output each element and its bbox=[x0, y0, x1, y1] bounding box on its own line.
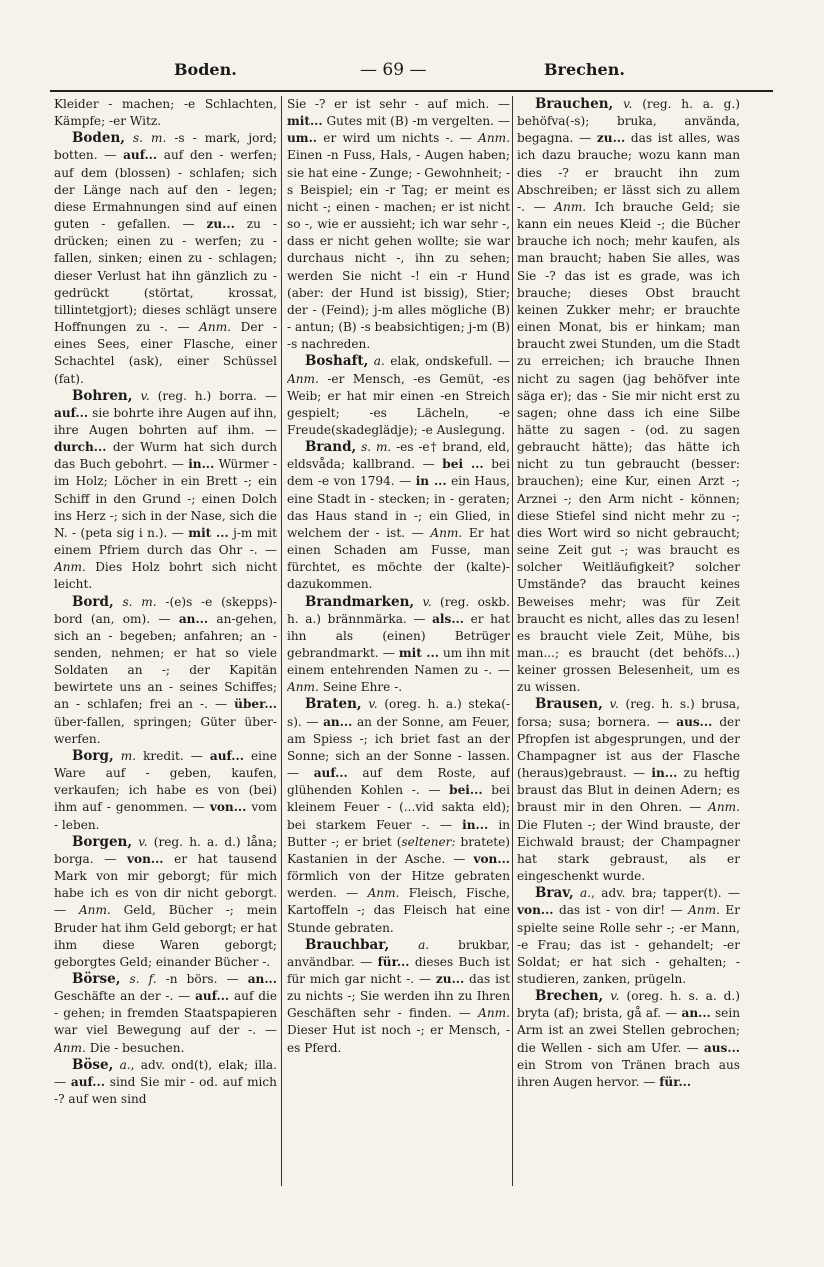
entry-body: a. brukbar, användbar. — für... dieses Buch ist für mich gar nicht -. — zu... das ist zu nichts -; Sie werden ihn zu Ihren Geschäften sehr - finden. — Anm. Dieser Hut ist noch -; er Mensch, -es Pferd. bbox=[287, 937, 510, 1055]
header-left-catchword: Boden. bbox=[174, 60, 237, 79]
entry-body: m. kredit. — auf... eine Ware auf - geben, kaufen, verkaufen; ich habe es von (bei) ihm auf - genommen. — von... vom - leben. bbox=[54, 748, 277, 832]
entry-body: s. m. -s - mark, jord; botten. — auf... auf den - werfen; auf dem (blossen) - schlafen; sich der Länge nach auf den - legen; diese Ermahnungen sind auf einen guten - gefallen. — zu... zu - drücken; einen zu - werfen; zu - fallen, sinken; einen zu - schlagen; dieser Verlust hat ihn gänzlich zu - gedrückt (störtat, krossat, tillintetgjort); dieses schlägt unsere Hoffnungen zu -. — Anm. Der - eines Sees, einer Flasche, einer Schachtel (ask), einer Schüssel (fat). bbox=[54, 131, 277, 386]
dictionary-entry bbox=[287, 353, 510, 439]
entry-headword: Böse, bbox=[72, 1056, 114, 1073]
entry-headword: Brausen, bbox=[535, 696, 603, 713]
entry-body: v. (oreg. h. s. a. d.) bryta (af); brista, gå af. — an... sein Arm ist an zwei Stellen gebrochen; die Wellen - sich am Ufer. — aus... ein Strom von Tränen brach aus ihren Augen hervor. — für... bbox=[517, 989, 740, 1089]
entry-body: v. (reg. h. a. d.) låna; borga. — von... er hat tausend Mark von mir geborgt; für mich habe ich es von dir nicht geborgt. — Anm. Geld, Bücher -; mein Bruder hat ihm Geld geborgt; er hat ihm diese Waren geborgt; geborgtes Geld; einander Bücher -. bbox=[54, 834, 277, 969]
dictionary-entry bbox=[287, 594, 510, 697]
entry-body: v. (reg. h.) borra. — auf... sie bohrte ihre Augen auf ihn, ihre Augen bohrten auf ihm. — durch... der Wurm hat sich durch das Buch gebohrt. — in... Würmer - im Holz; Löcher in ein Brett -; ein Schiff in den Grund -; einen Dolch ins Herz -; sich in der Nase, sich die N. - (peta sig i n.). — mit ... j-m mit einem Pfriem durch das Ohr -. — Anm. Dies Holz bohrt sich nicht leicht. bbox=[54, 388, 277, 592]
entry-headword: Borgen, bbox=[72, 833, 133, 850]
entry-headword: Borg, bbox=[72, 747, 114, 764]
entry-body: s. m. -es -e† brand, eld, eldsvåda; kallbrand. — bei ... bei dem -e von 1794. — in ... ein Haus, eine Stadt in - stecken; in - geraten; das Haus stand in -; ein Glied, in welchem der - ist. — Anm. Er hat einen Schaden am Fusse, man fürchtet, es möchte der (kalte)-dazukommen. bbox=[287, 440, 510, 592]
dictionary-entry bbox=[54, 594, 277, 748]
entry-body: a., adv. ond(t), elak; illa. — auf... sind Sie mir - od. auf mich -? auf wen sind bbox=[54, 1057, 277, 1107]
entry-headword: Brauchen, bbox=[535, 96, 614, 112]
entry-body: v. (reg. h. s.) brusa, forsa; susa; bornera. — aus... der Pfropfen ist abgesprungen, und der Champagner ist aus der Flasche (heraus)gebraust. — in... zu heftig braust das Blut in deinen Adern; es braust mir in den Ohren. — Anm. Die Fluten -; der Wind brauste, der Eichwald braust; der Champagner hat stark gebraust, als er eingeschenkt wurde. bbox=[517, 697, 740, 884]
dictionary-entry bbox=[517, 696, 740, 885]
dictionary-entry bbox=[54, 130, 277, 387]
dictionary-entry bbox=[54, 96, 277, 130]
dictionary-entry bbox=[54, 971, 277, 1057]
dictionary-entry bbox=[54, 748, 277, 834]
entry-body: s. f. -n börs. — an... Geschäfte an der -. — auf... auf die - gehen; in fremden Staatspapieren war viel Bewegung auf der -. — Anm. Die - besuchen. bbox=[54, 971, 277, 1055]
page-number: — 69 — bbox=[360, 60, 427, 80]
header-rule bbox=[50, 90, 773, 92]
entry-body: v. (reg. oskb. h. a.) brännmärka. — als... er hat ihn als (einen) Betrüger gebrandmarkt. — mit ... um ihn mit einem entehrenden Namen zu -. — Anm. Seine Ehre -. bbox=[287, 594, 510, 695]
entry-body: Sie -? er ist sehr - auf mich. — mit... Gutes mit (B) -m vergelten. — um.. er wird um nichts -. — Anm. Einen -n Fuss, Hals, - Augen haben; sie hat eine - Zunge; - Gewohnheit; -s Beispiel; ein -r Tag; er meint es nicht -; einen - machen; er ist nicht so -, wie er aussieht; ich war sehr -, dass er nicht gehen wollte; sie war durchaus nicht -, ihn zu sehen; werden Sie nicht -! ein -r Hund (aber: der Hund ist bissig), Stier; der - (Feind); j-m alles mögliche (B) - antun; (B) -s beabsichtigen; j-m (B) -s nachreden. bbox=[287, 97, 510, 352]
page-header bbox=[50, 60, 774, 86]
entry-body: a., adv. bra; tapper(t). — von... das ist - von dir! — Anm. Er spielte seine Rolle sehr -; -er Mann, -e Frau; das ist - gehandelt; -er Soldat; er hat sich - gehalten; - studieren, zanken, prügeln. bbox=[517, 886, 740, 986]
column-divider bbox=[512, 96, 513, 1186]
entry-headword: Brandmarken, bbox=[305, 593, 415, 610]
entry-headword: Braten, bbox=[305, 696, 362, 713]
entry-headword: Brauchbar, bbox=[305, 936, 390, 953]
entry-headword: Börse, bbox=[72, 970, 121, 987]
dictionary-entry bbox=[287, 696, 510, 936]
entry-body: s. m. -(e)s -e (skepps)-bord (an, om). — an... an-gehen, sich an - begeben; anfahren; an - senden, nehmen; er hat so viele Soldaten an -; der Kapitän bewirtete uns an - seines Schiffes; an - schlafen; frei an -. — über... über-fallen, springen; Güter über-werfen. bbox=[54, 594, 277, 746]
dictionary-entry bbox=[287, 96, 510, 353]
entry-headword: Brand, bbox=[305, 439, 357, 456]
entry-headword: Boden, bbox=[72, 130, 125, 147]
column-3 bbox=[517, 96, 740, 1226]
dictionary-entry bbox=[517, 96, 740, 696]
column-2 bbox=[287, 96, 510, 1226]
dictionary-entry bbox=[54, 1057, 277, 1108]
entry-headword: Boshaft, bbox=[305, 353, 369, 370]
column-divider bbox=[281, 96, 282, 1186]
entry-headword: Brechen, bbox=[535, 988, 604, 1005]
dictionary-entry bbox=[287, 439, 510, 593]
column-1 bbox=[54, 96, 277, 1226]
entry-headword: Bohren, bbox=[72, 387, 133, 404]
entry-body: v. (oreg. h. a.) steka(-s). — an... an der Sonne, am Feuer, am Spiess -; ich briet fast an der Sonne; sich an der Sonne - lassen. — auf... auf dem Roste, auf glühenden Kohlen -. — bei... bei kleinem Feuer - (...vid sakta eld); bei starkem Feuer -. — in... in Butter -; er briet (seltener: bratete) Kastanien in der Asche. — von... förmlich von der Hitze gebraten werden. — Anm. Fleisch, Fische, Kartoffeln -; das Fleisch hat eine Stunde gebraten. bbox=[287, 697, 510, 935]
dictionary-entry bbox=[517, 988, 740, 1091]
dictionary-entry bbox=[287, 937, 510, 1057]
dictionary-entry bbox=[517, 885, 740, 988]
dictionary-entry bbox=[54, 388, 277, 594]
dictionary-entry bbox=[54, 834, 277, 971]
entry-body: a. elak, ondskefull. — Anm. -er Mensch, -es Gemüt, -es Weib; er hat mir einen -en Streich gespielt; -es Lächeln, -e Freude(skadeglädje); -e Auslegung. bbox=[287, 354, 510, 437]
entry-body: Kleider - machen; -e Schlachten, Kämpfe; -er Witz. bbox=[54, 97, 277, 129]
entry-headword: Bord, bbox=[72, 593, 114, 610]
entry-body: v. (reg. h. a. g.) behöfva(-s); bruka, använda, begagna. — zu... das ist alles, was ich dazu brauche; wozu kann man dies -? er braucht ihn zum Abschreiben; er lässt sich zu allem -. — Anm. Ich brauche Geld; sie kann ein neues Kleid -; die Bücher brauche ich noch; mehr kaufen, als man braucht; haben Sie alles, was Sie -? das ist es grade, was ich brauche; dieses Obst braucht keinen Zukker mehr; er brauchte einen Monat, bis er hinkam; man braucht zwei Stunden, um die Stadt zu erreichen; ich brauche Ihnen nicht zu sagen (jag behöfver inte säga er); das - Sie mir nicht erst zu sagen; ohne dass ich eine Silbe hätte zu sagen - (od. zu sagen gebraucht hätte); das hätte ich nicht zu tun gebraucht (besser: brauchen); eine Kur, einen Arzt -; Arznei -; den Arm nicht - können; diese Stiefel sind nicht mehr zu -; dies Wort wird so nicht gebraucht; seine Zeit gut -; was braucht es solcher Weitläufigkeit? solcher Umstände? das braucht keines Beweises mehr; was für Zeit braucht es nicht, alles das zu lesen! es braucht viele Zeit, Mühe, bis man...; es braucht (det behöfs...) keiner grossen Belesenheit, um es zu wissen. bbox=[517, 97, 740, 695]
header-right-catchword: Brechen. bbox=[544, 60, 625, 79]
entry-headword: Brav, bbox=[535, 885, 574, 902]
